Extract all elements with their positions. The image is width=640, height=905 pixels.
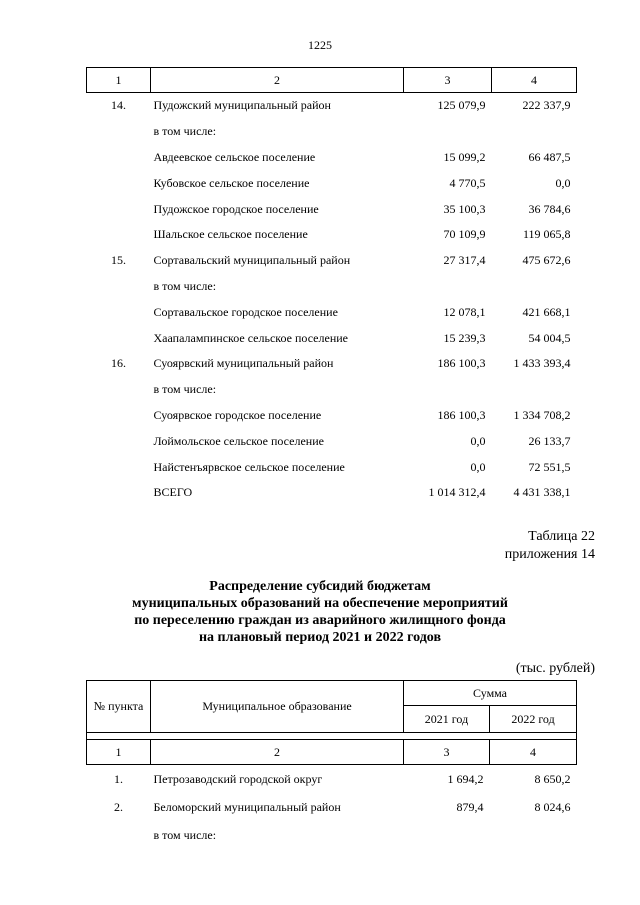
title-line: по переселению граждан из аварийного жилищного фонда xyxy=(134,613,506,628)
value-2022: 8 650,2 xyxy=(534,771,571,786)
value-2022: 66 487,5 xyxy=(528,149,571,164)
municipality-name: в том числе: xyxy=(153,278,217,293)
value-2021 xyxy=(404,377,492,403)
header-municipality: Муниципальное образование xyxy=(151,681,404,733)
table-row xyxy=(87,145,577,171)
value-2021 xyxy=(404,274,492,300)
municipality-name: Сортавальское городское поселение xyxy=(153,304,338,319)
municipality-name: ВСЕГО xyxy=(153,485,193,500)
municipality-name: в том числе: xyxy=(153,827,217,842)
value-2022: 421 668,1 xyxy=(522,304,571,319)
value-2021: 186 100,3 xyxy=(437,356,486,371)
table-row xyxy=(87,403,577,429)
municipality-name: Пудожское городское поселение xyxy=(153,201,319,216)
value-2022: 72 551,5 xyxy=(528,459,571,474)
value-2022 xyxy=(492,377,577,403)
subsidy-table xyxy=(86,680,577,849)
value-2021: 15 099,2 xyxy=(443,149,486,164)
value-2021 xyxy=(404,119,492,145)
units-label: (тыс. рублей) xyxy=(515,661,595,676)
table-title xyxy=(0,578,640,646)
column-index-cell: 1 xyxy=(87,68,151,93)
municipality-name: Сортавальский муниципальный район xyxy=(153,253,351,268)
header-2022: 2022 год xyxy=(490,706,577,733)
value-2022: 8 024,6 xyxy=(534,799,571,814)
value-2021 xyxy=(404,821,490,849)
column-index-cell: 3 xyxy=(404,740,490,765)
value-2021: 12 078,1 xyxy=(443,304,486,319)
municipality-name: в том числе: xyxy=(153,382,217,397)
row-number xyxy=(87,274,151,300)
value-2022: 1 433 393,4 xyxy=(513,356,571,371)
table-row xyxy=(87,93,577,119)
value-2022: 475 672,6 xyxy=(522,253,571,268)
row-number xyxy=(87,222,151,248)
row-number xyxy=(87,403,151,429)
value-2021: 1 014 312,4 xyxy=(428,485,486,500)
municipality-name: Суоярвский муниципальный район xyxy=(153,356,334,371)
row-number: 14. xyxy=(111,98,126,113)
table-row xyxy=(87,377,577,403)
value-2021: 879,4 xyxy=(456,799,484,814)
table-row xyxy=(87,480,577,506)
municipality-name: Хаапалампинское сельское поселение xyxy=(153,330,348,345)
row-number: 1. xyxy=(114,771,123,786)
municipality-name: Шальское сельское поселение xyxy=(153,227,308,242)
value-2022 xyxy=(492,119,577,145)
column-index-row xyxy=(87,740,577,765)
row-number xyxy=(87,119,151,145)
table-row xyxy=(87,351,577,377)
title-line: муниципальных образований на обеспечение мероприятий xyxy=(132,596,508,611)
appendix-reference: приложения 14 xyxy=(504,547,595,562)
municipality-name: Авдеевское сельское поселение xyxy=(153,149,316,164)
table-row xyxy=(87,248,577,274)
value-2021: 15 239,3 xyxy=(443,330,486,345)
value-2021: 1 694,2 xyxy=(447,771,484,786)
table-row xyxy=(87,821,577,849)
table-caption xyxy=(505,528,595,564)
column-index-cell: 4 xyxy=(490,740,577,765)
value-2022 xyxy=(490,821,577,849)
municipality-name: в том числе: xyxy=(153,124,217,139)
row-number xyxy=(87,325,151,351)
row-number xyxy=(87,145,151,171)
value-2021: 35 100,3 xyxy=(443,201,486,216)
row-number: 15. xyxy=(111,253,126,268)
value-2021: 4 770,5 xyxy=(449,175,486,190)
row-number xyxy=(87,299,151,325)
column-index-cell: 2 xyxy=(151,68,404,93)
row-number: 2. xyxy=(114,799,123,814)
value-2022: 119 065,8 xyxy=(522,227,571,242)
table-row xyxy=(87,325,577,351)
column-index-row xyxy=(87,68,577,93)
value-2021: 70 109,9 xyxy=(443,227,486,242)
table-row xyxy=(87,170,577,196)
value-2022: 4 431 338,1 xyxy=(513,485,571,500)
value-2022: 26 133,7 xyxy=(528,433,571,448)
value-2021: 27 317,4 xyxy=(443,253,486,268)
municipality-name: Лоймольское сельское поселение xyxy=(153,433,324,448)
table-row xyxy=(87,428,577,454)
row-number xyxy=(87,428,151,454)
table-number: Таблица 22 xyxy=(528,529,595,544)
row-number: 16. xyxy=(111,356,126,371)
continuation-table xyxy=(86,67,577,506)
column-index-cell: 4 xyxy=(492,68,577,93)
value-2021: 186 100,3 xyxy=(437,407,486,422)
municipality-name: Суоярвское городское поселение xyxy=(153,407,322,422)
table-row xyxy=(87,299,577,325)
value-2022: 36 784,6 xyxy=(528,201,571,216)
municipality-name: Найстенъярвское сельское поселение xyxy=(153,459,345,474)
column-index-cell: 3 xyxy=(404,68,492,93)
value-2021: 0,0 xyxy=(470,433,486,448)
row-number xyxy=(87,821,151,849)
municipality-name: Пудожский муниципальный район xyxy=(153,98,331,113)
row-number xyxy=(87,377,151,403)
row-number xyxy=(87,454,151,480)
municipality-name: Кубовское сельское поселение xyxy=(153,175,310,190)
table-row xyxy=(87,793,577,821)
header-sum: Сумма xyxy=(404,681,577,706)
title-line: Распределение субсидий бюджетам xyxy=(209,579,431,594)
value-2022: 1 334 708,2 xyxy=(513,407,571,422)
value-2021: 125 079,9 xyxy=(437,98,486,113)
value-2022: 0,0 xyxy=(555,175,571,190)
value-2022: 54 004,5 xyxy=(528,330,571,345)
row-number xyxy=(87,196,151,222)
column-index-cell: 1 xyxy=(87,740,151,765)
table-row xyxy=(87,119,577,145)
row-number xyxy=(87,170,151,196)
value-2022 xyxy=(492,274,577,300)
title-line: на плановый период 2021 и 2022 годов xyxy=(198,630,442,645)
header-number: № пункта xyxy=(87,681,151,733)
header-2021: 2021 год xyxy=(404,706,490,733)
column-index-cell: 2 xyxy=(151,740,404,765)
header-row xyxy=(87,681,577,706)
municipality-name: Беломорский муниципальный район xyxy=(153,799,341,814)
table-row xyxy=(87,274,577,300)
table-row xyxy=(87,765,577,794)
row-number xyxy=(87,480,151,506)
value-2021: 0,0 xyxy=(470,459,486,474)
table-row xyxy=(87,222,577,248)
value-2022: 222 337,9 xyxy=(522,98,571,113)
municipality-name: Петрозаводский городской округ xyxy=(153,771,323,786)
table-row xyxy=(87,196,577,222)
table-row xyxy=(87,454,577,480)
page-number: 1225 xyxy=(308,38,332,52)
